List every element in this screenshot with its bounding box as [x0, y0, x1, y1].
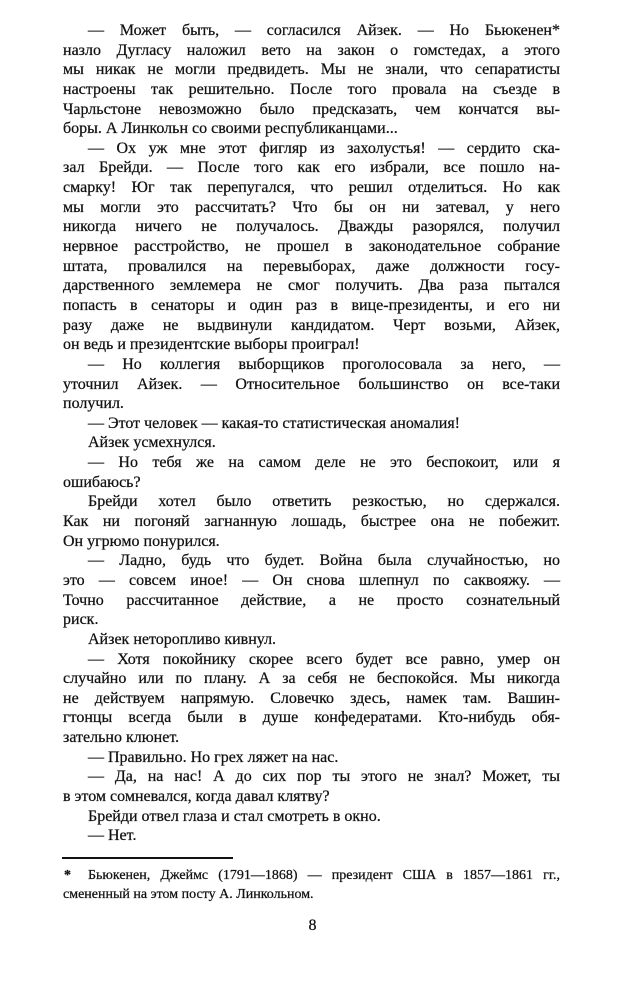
text-line: мы никак не могли предвидеть. Мы не знали, что сепаратисты [63, 61, 560, 79]
text-line: — Нет. [88, 827, 137, 845]
text-line: уточнил Айзек. — Относительное большинство он все-таки [63, 375, 560, 393]
text-line: он ведь и президентские выборы проиграл! [63, 336, 360, 354]
footnote-marker: * [64, 868, 71, 883]
text-line: — Ох уж мне этот фигляр из захолустья! — сердито ска- [88, 139, 560, 157]
text-line: в этом сомневался, когда давал клятву? [63, 787, 330, 805]
text-line: — Но тебя же на самом деле не это беспокоит, или я [88, 454, 560, 472]
text-line: не действуем напрямую. Словечко здесь, намек там. Вашин- [63, 689, 560, 707]
text-line: Брейди хотел было ответить резкостью, но сдержался. [88, 493, 560, 511]
footnote-text: Бьюкенен, Джеймс (1791—1868) — президент США в 1857—1861 гг., [88, 868, 560, 883]
text-line: попасть в сенаторы и один раз в вице-президенты, и его ни [63, 296, 560, 314]
text-line: Точно рассчитанное действие, а не просто сознательный [63, 591, 560, 609]
text-line: настроены так решительно. После того провала на съезде в [63, 80, 560, 98]
text-line: Брейди отвел глаза и стал смотреть в окно. [88, 807, 381, 825]
text-line: зательно клюнет. [63, 729, 180, 747]
text-line: мы могли это рассчитать? Что бы он ни затевал, у него [63, 198, 560, 216]
text-line: — Может быть, — согласился Айзек. — Но Бьюкенен* [88, 22, 560, 39]
text-line: Айзек усмехнулся. [88, 434, 216, 452]
text-line: смарку! Юг так перепугался, что решил отделиться. Но как [63, 179, 560, 197]
footnote-line [63, 866, 560, 885]
text-line: Айзек неторопливо кивнул. [88, 630, 277, 648]
text-line: — Но коллегия выборщиков проголосовала за него, — [88, 355, 560, 373]
text-line: — Хотя покойнику скорее всего будет все равно, умер он [88, 650, 560, 668]
text-line: случайно или по плану. А за себя не беспокойся. Мы никогда [63, 670, 560, 688]
footnote-line: смененный на этом посту А. Линкольном. [63, 887, 314, 902]
text-line: штата, провалился на перевыборах, даже должности госу- [63, 257, 560, 275]
text-line: Как ни погоняй загнанную лошадь, быстрее она не побежит. [63, 513, 560, 531]
text-line: боры. А Линкольн со своими республиканцами... [63, 120, 398, 138]
text-line: гтонцы всегда были в душе конфедератами. Кто-нибудь обя- [63, 709, 560, 727]
text-line: Он угрюмо понурился. [63, 532, 220, 550]
text-line: получил. [63, 395, 124, 413]
text-line: ошибаюсь? [63, 473, 141, 491]
text-line: — Правильно. Но грех ляжет на нас. [88, 748, 339, 766]
text-line: — Ладно, будь что будет. Война была случайностью, но [88, 552, 560, 570]
body-text [63, 21, 560, 846]
text-line: нервное расстройство, не прошел в законодательное собрание [63, 238, 560, 256]
text-line: — Этот человек — какая-то статистическая аномалия! [88, 414, 461, 432]
text-line: — Да, на нас! А до сих пор ты этого не знал? Может, ты [88, 768, 560, 786]
text-line: разу даже не выдвинули кандидатом. Черт возьми, Айзек, [63, 316, 560, 334]
page-number: 8 [308, 917, 317, 934]
text-line: назло Дугласу наложил вето на закон о гомстедах, а этого [63, 41, 560, 59]
text-line: это — совсем иное! — Он снова шлепнул по саквояжу. — [63, 571, 560, 589]
text-line: риск. [63, 611, 99, 629]
text-line: никогда ничего не получалось. Дважды разорялся, получил [63, 218, 560, 236]
text-line: Чарльстоне невозможно было предсказать, чем кончатся вы- [63, 100, 560, 118]
footnote [63, 857, 560, 904]
footnote-separator-rule [62, 857, 233, 859]
text-line: дарственного землемера не смог получить. Два раза пытался [63, 277, 560, 295]
text-line: зал Брейди. — После того как его избрали, все пошло на- [63, 159, 560, 177]
